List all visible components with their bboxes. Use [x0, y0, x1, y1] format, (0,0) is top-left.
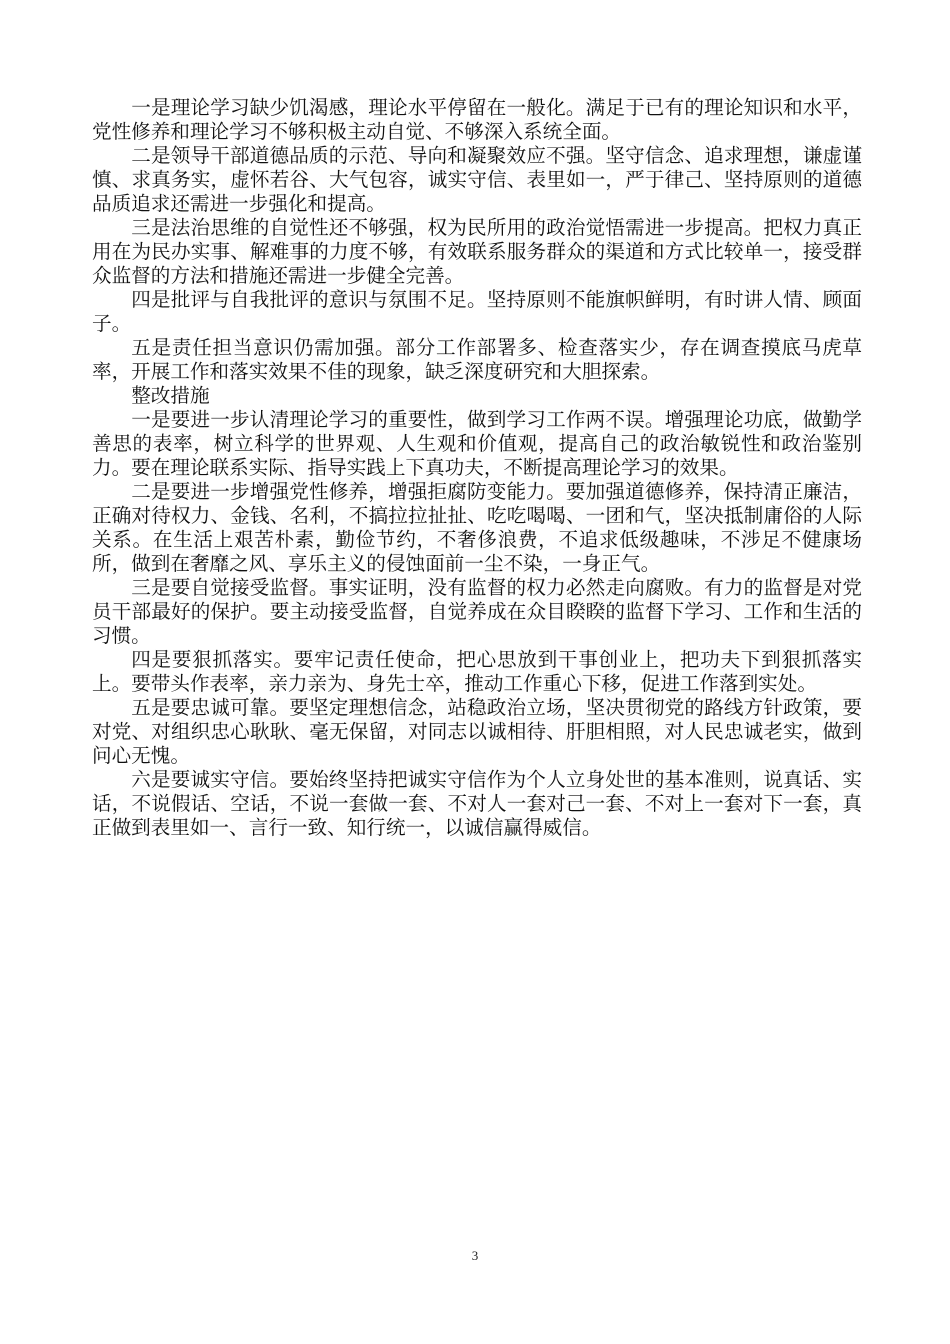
paragraph-problem-3: 三是法治思维的自觉性还不够强，权为民所用的政治觉悟需进一步提高。把权力真正用在为民办实事、解难事的力度不够，有效联系服务群众的渠道和方式比较单一，接受群众监督的方法和措施还需进一步健全完善。: [92, 216, 862, 287]
paragraph-problem-2: 二是领导干部道德品质的示范、导向和凝聚效应不强。坚守信念、追求理想，谦虚谨慎、求真务实，虚怀若谷、大气包容，诚实守信、表里如一，严于律己、坚持原则的道德品质追求还需进一步强化和提高。: [92, 144, 862, 215]
paragraph-measure-1: 一是要进一步认清理论学习的重要性，做到学习工作两不误。增强理论功底，做勤学善思的表率，树立科学的世界观、人生观和价值观，提高自己的政治敏锐性和政治鉴别力。要在理论联系实际、指导实践上下真功夫，不断提高理论学习的效果。: [92, 408, 862, 479]
section-heading-rectification: 整改措施: [131, 384, 210, 407]
paragraph-problem-1: 一是理论学习缺少饥渴感，理论水平停留在一般化。满足于已有的理论知识和水平，党性修养和理论学习不够积极主动自觉、不够深入系统全面。: [92, 96, 862, 143]
paragraph-measure-2: 二是要进一步增强党性修养，增强拒腐防变能力。要加强道德修养，保持清正廉洁，正确对待权力、金钱、名利，不搞拉拉扯扯、吃吃喝喝、一团和气，坚决抵制庸俗的人际关系。在生活上艰苦朴素，勤俭节约，不奢侈浪费，不追求低级趣味，不涉足不健康场所，做到在奢靡之风、享乐主义的侵蚀面前一尘不染，一身正气。: [92, 480, 862, 575]
document-body: [92, 96, 862, 840]
paragraph-measure-6: 六是要诚实守信。要始终坚持把诚实守信作为个人立身处世的基本准则，说真话、实话，不说假话、空话，不说一套做一套、不对人一套对己一套、不对上一套对下一套，真正做到表里如一、言行一致、知行统一，以诚信赢得威信。: [92, 768, 862, 839]
paragraph-problem-4: 四是批评与自我批评的意识与氛围不足。坚持原则不能旗帜鲜明，有时讲人情、顾面子。: [92, 288, 862, 335]
paragraph-problem-5: 五是责任担当意识仍需加强。部分工作部署多、检查落实少，存在调查摸底马虎草率，开展工作和落实效果不佳的现象，缺乏深度研究和大胆探索。: [92, 336, 862, 383]
paragraph-measure-4: 四是要狠抓落实。要牢记责任使命，把心思放到干事创业上，把功夫下到狠抓落实上。要带头作表率，亲力亲为、身先士卒，推动工作重心下移，促进工作落到实处。: [92, 648, 862, 695]
page-number: 3: [471, 1248, 479, 1263]
paragraph-measure-5: 五是要忠诚可靠。要坚定理想信念，站稳政治立场，坚决贯彻党的路线方针政策，要对党、对组织忠心耿耿、毫无保留，对同志以诚相待、肝胆相照，对人民忠诚老实，做到问心无愧。: [92, 696, 862, 767]
paragraph-measure-3: 三是要自觉接受监督。事实证明，没有监督的权力必然走向腐败。有力的监督是对党员干部最好的保护。要主动接受监督，自觉养成在众目睽睽的监督下学习、工作和生活的习惯。: [92, 576, 862, 647]
